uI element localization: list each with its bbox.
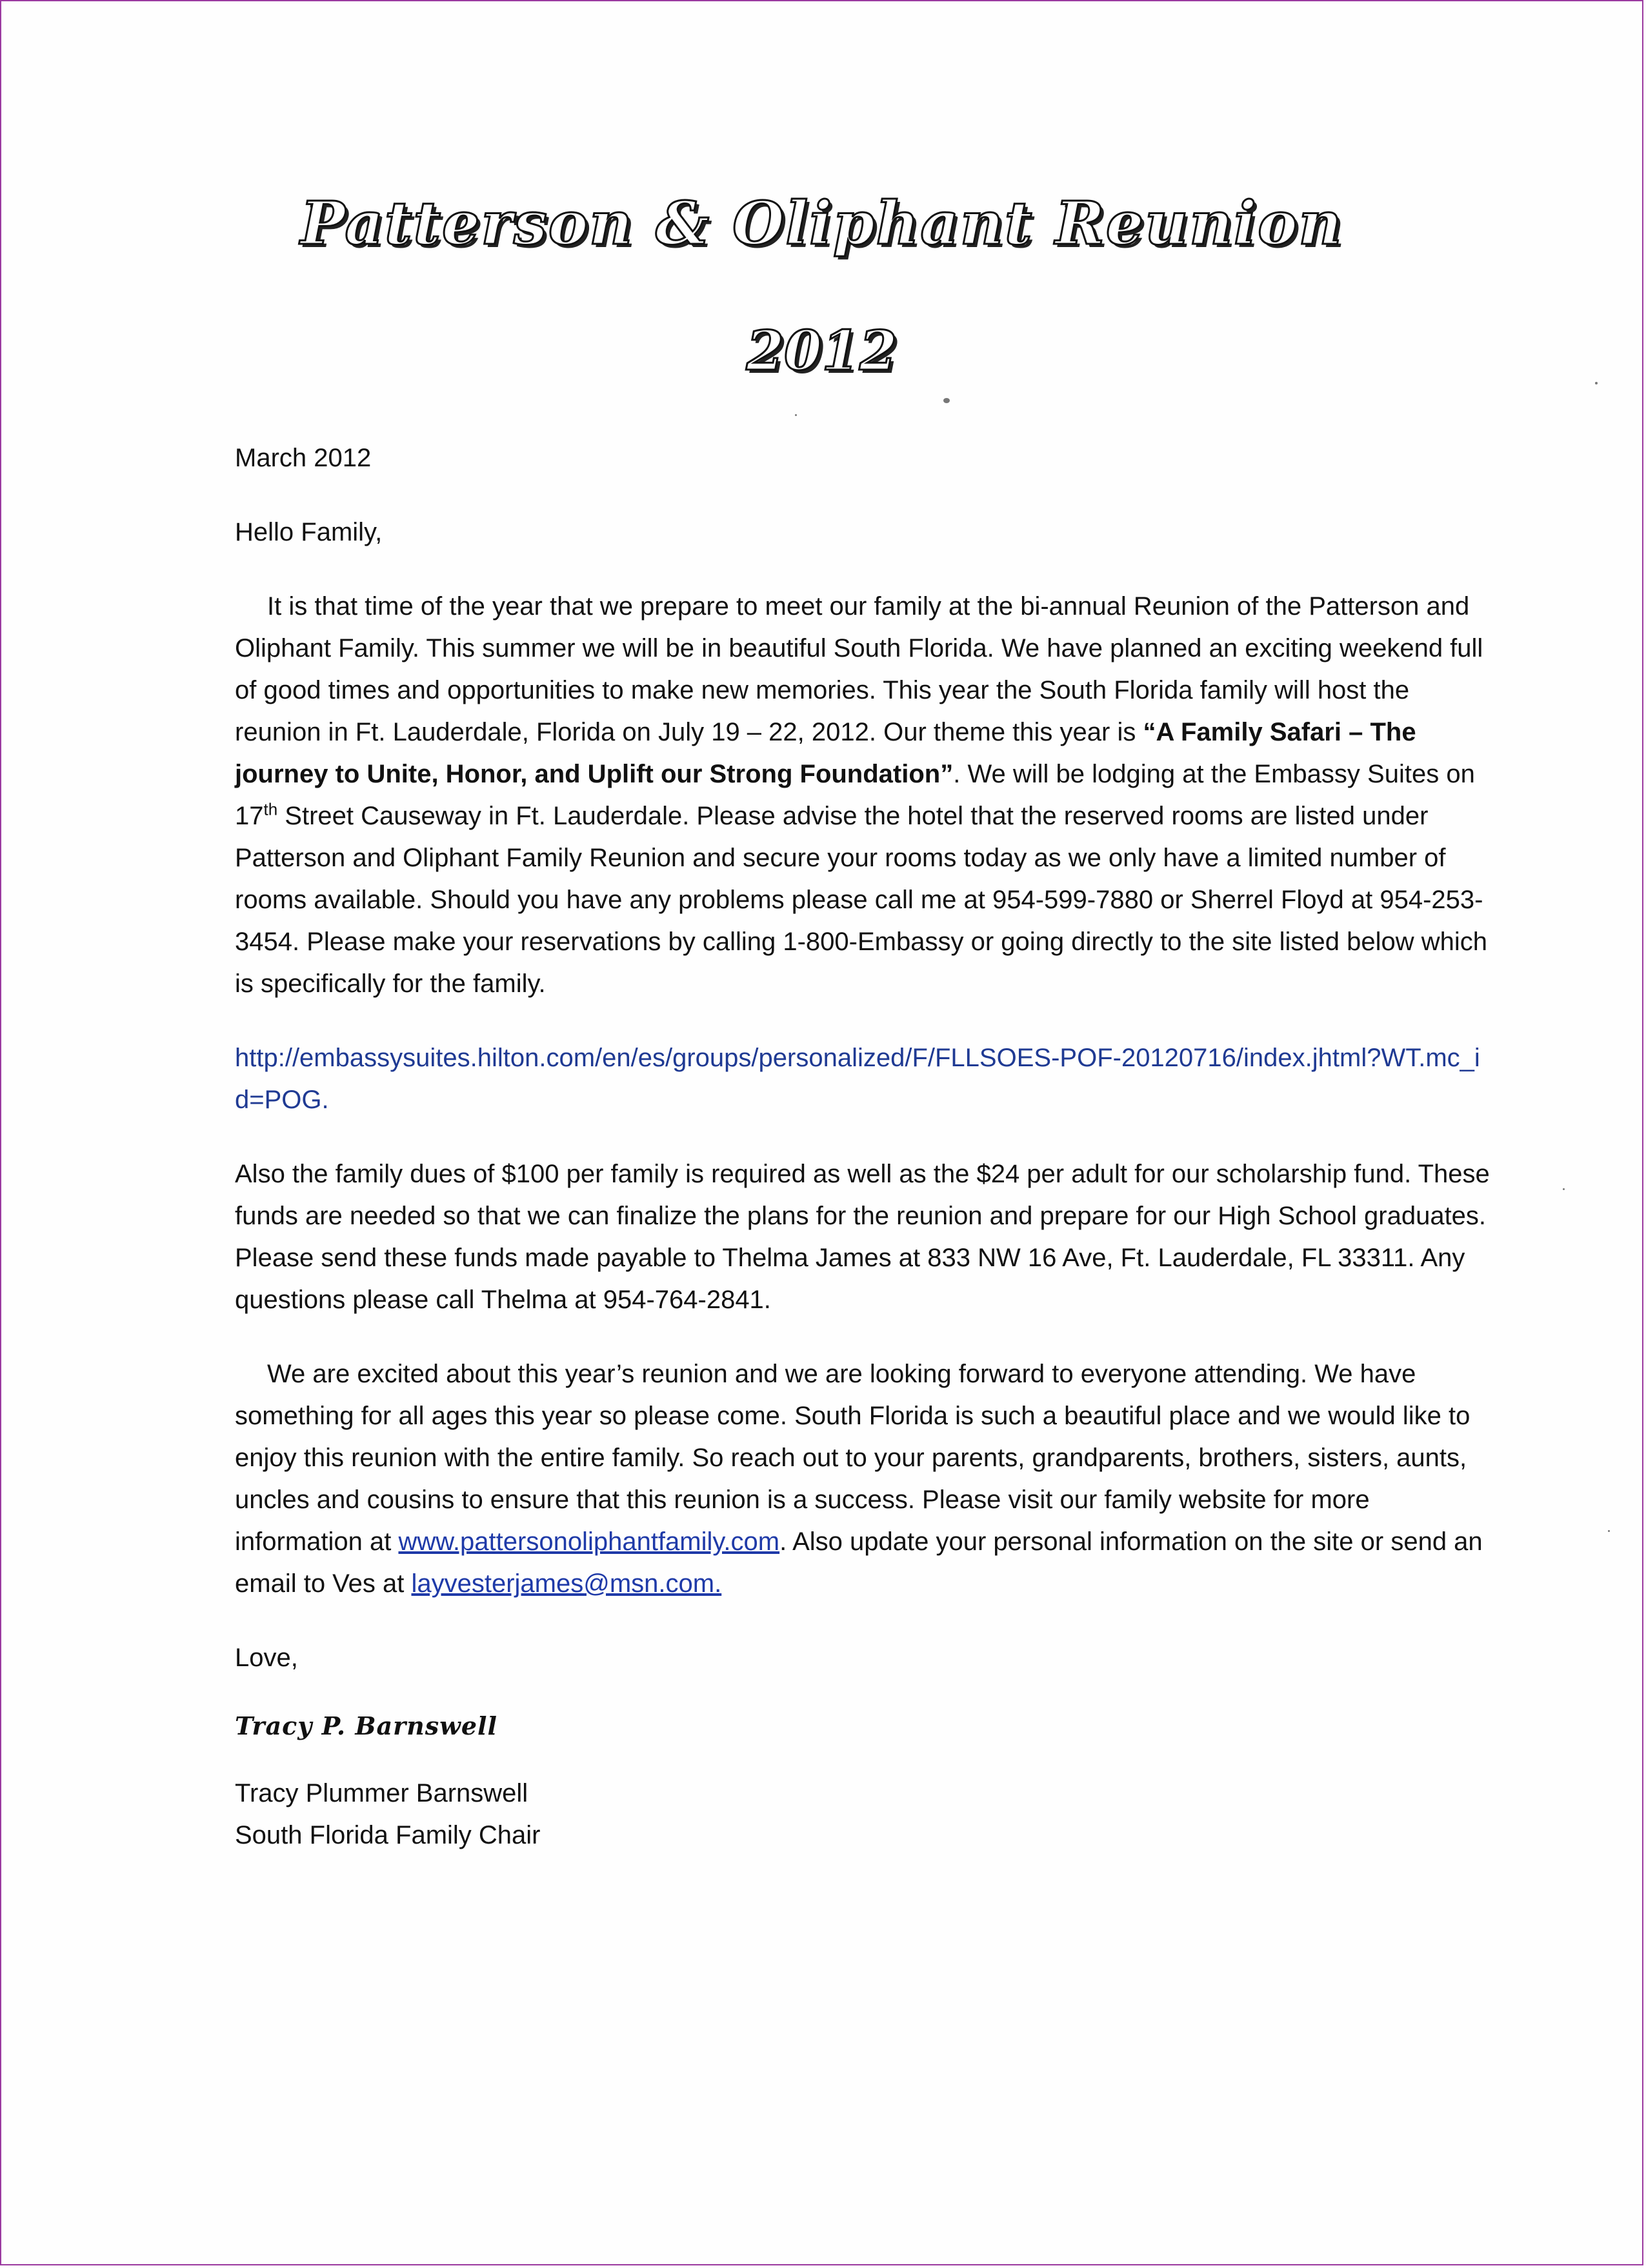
handwritten-signature: Tracy P. Barnswell: [235, 1711, 497, 1740]
page-year: 2012: [746, 319, 898, 383]
family-website-link[interactable]: www.pattersonoliphantfamily.com: [398, 1527, 780, 1556]
scan-speck: [1563, 1188, 1565, 1190]
paragraph-dues: Also the family dues of $100 per family is required as well as the $24 per adult for our scholarship fund. These funds are needed so that we can finalize the plans for the reunion and prepare for our High School graduates. Please send these funds made payable to Thelma James at 833 NW 16 Ave, Ft. Lauderdale, FL 33311. Any questions please call Thelma at 954-764-2841.: [235, 1160, 1490, 1314]
letter-date: March 2012: [235, 444, 372, 472]
signer-name: Tracy Plummer Barnswell: [235, 1779, 528, 1807]
paragraph-invitation-text-2: . Also update your personal information on the site or send an email to Ves at: [235, 1527, 1483, 1598]
paragraph-intro-text-1: It is that time of the year that we prepare to meet our family at the bi-annual Reunion of the Patterson and Oliphant Family. This summer we will be in beautiful South Florida. We have planned an exciting weekend full of good times and opportunities to make new memories. This year the South Florida family will host the reunion in Ft. Lauderdale, Florida on July 19 – 22, 2012. Our theme this year is: [235, 592, 1483, 746]
email-link[interactable]: layvesterjames@msn.com.: [411, 1569, 722, 1598]
signer-role: South Florida Family Chair: [235, 1821, 541, 1849]
page-title: Patterson & Oliphant Reunion: [300, 188, 1343, 258]
paragraph-invitation-text-1: We are excited about this year’s reunion and we are looking forward to everyone attending. We have something for all ages this year so please come. South Florida is such a beautiful place and we would like to enjoy this reunion with the entire family. So reach out to your parents, grandparents, brothers, sisters, aunts, uncles and cousins to ensure that this reunion is a success. Please visit our family website for more information at: [235, 1360, 1470, 1556]
letter-greeting: Hello Family,: [235, 518, 383, 546]
ordinal-suffix: th: [263, 799, 278, 819]
paragraph-intro-text-2: . We will be lodging at the Embassy Suites on 17: [235, 760, 1475, 830]
letter-closing: Love,: [235, 1644, 298, 1672]
letter-body: [235, 437, 1493, 1856]
scan-speck: [795, 414, 797, 416]
paragraph-intro-text-3: Street Causeway in Ft. Lauderdale. Please advise the hotel that the reserved rooms are listed under Patterson and Oliphant Family Reunion and secure your rooms today as we only have a limited number of rooms available. Should you have any problems please call me at 954-599-7880 or Sherrel Floyd at 954-253-3454. Please make your reservations by calling 1-800-Embassy or going directly to the site listed below which is specifically for the family.: [235, 802, 1487, 998]
hotel-booking-url[interactable]: http://embassysuites.hilton.com/en/es/groups/personalized/F/FLLSOES-POF-20120716/index.jhtml?WT.mc_id=POG.: [235, 1044, 1480, 1114]
reunion-theme: “A Family Safari – The journey to Unite, Honor, and Uplift our Strong Foundation”: [235, 718, 1416, 788]
scan-speck: [943, 398, 950, 403]
scan-speck: [1608, 1530, 1610, 1532]
paragraph-intro: [235, 586, 1493, 1005]
scan-speck: [1595, 382, 1598, 384]
paragraph-invitation: [235, 1353, 1493, 1605]
